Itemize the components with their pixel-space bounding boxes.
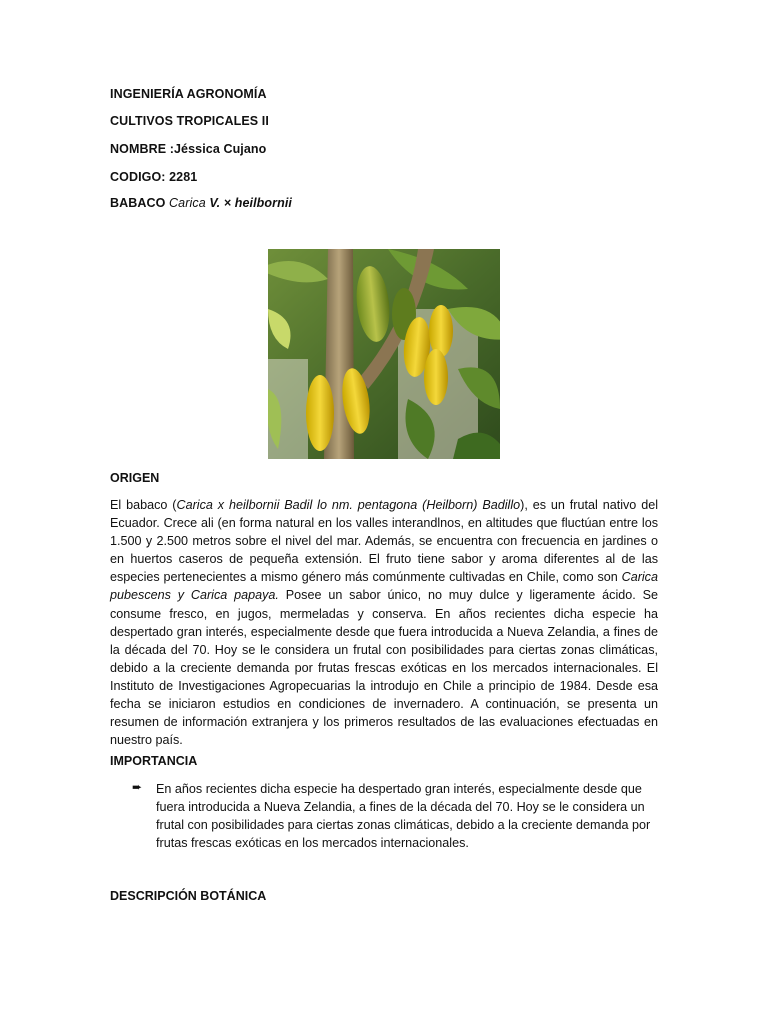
career-title: INGENIERÍA AGRONOMÍA — [110, 87, 267, 101]
origin-paragraph — [110, 496, 658, 749]
origin-text-2: ), es un frutal nativo del Ecuador. Crece ali (en forma natural en los valles interandlnos, en altitudes que fluctúan entre los 1.500 y 2.500 metros sobre el nivel del mar. Además, se encuentra con frecuencia en jardines o en huertos caseros de pequeña extensión. El fruto tiene sabor y aroma diferentes al de las especies pertenecientes a mismo género más comúnmente cultivadas en Chile, como son — [110, 498, 658, 585]
origin-heading: ORIGEN — [110, 471, 160, 485]
course-title: CULTIVOS TROPICALES II — [110, 114, 269, 128]
species-epithet: V. × heilbornii — [205, 196, 292, 210]
botany-heading: DESCRIPCIÓN BOTÁNICA — [110, 889, 267, 903]
babaco-fruit-photo — [268, 249, 500, 459]
importance-item: En años recientes dicha especie ha despertado gran interés, especialmente desde que fuera introducida a Nueva Zelandia, a fines de la década del 70. Hoy se le considera un frutal con posibilidades para ciertas zonas climáticas, debido a la creciente demanda por frutas frescas exóticas en los mercados internacionales. — [156, 782, 651, 851]
importance-heading: IMPORTANCIA — [110, 754, 198, 768]
origin-text-1: El babaco ( — [110, 498, 177, 512]
origin-related-species: Carica pubescens y Carica papaya. — [110, 570, 658, 603]
species-prefix: BABACO — [110, 196, 170, 210]
species-title — [110, 196, 292, 210]
species-genus: Carica — [169, 196, 206, 210]
arrow-bullet-icon: ➨ — [132, 780, 143, 794]
student-code: CODIGO: 2281 — [110, 170, 198, 184]
origin-text-3: Posee un sabor único, no muy dulce y ligeramente ácido. Se consume fresco, en jugos, mermeladas y conserva. En años recientes dicha especie ha despertado gran interés, especialmente desde que fuera introducida a Nueva Zelandia, a fines de la década del 70. Hoy se le considera un frutal con posibilidades para ciertas zonas climáticas, debido a la creciente demanda por frutas frescas exóticas en los mercados internacionales. El Instituto de Investigaciones Agropecuarias la introdujo en Chile a principio de 1984. Desde esa fecha se iniciaron estudios en condiciones de invernadero. A continuación, se presenta un resumen de información extranjera y los primeros resultados de las evaluaciones efectuadas en nuestro país. — [110, 588, 658, 748]
student-name: NOMBRE :Jéssica Cujano — [110, 142, 267, 156]
origin-scientific-name: Carica x heilbornii Badil lo nm. pentagona (Heilborn) Badillo — [176, 498, 521, 512]
